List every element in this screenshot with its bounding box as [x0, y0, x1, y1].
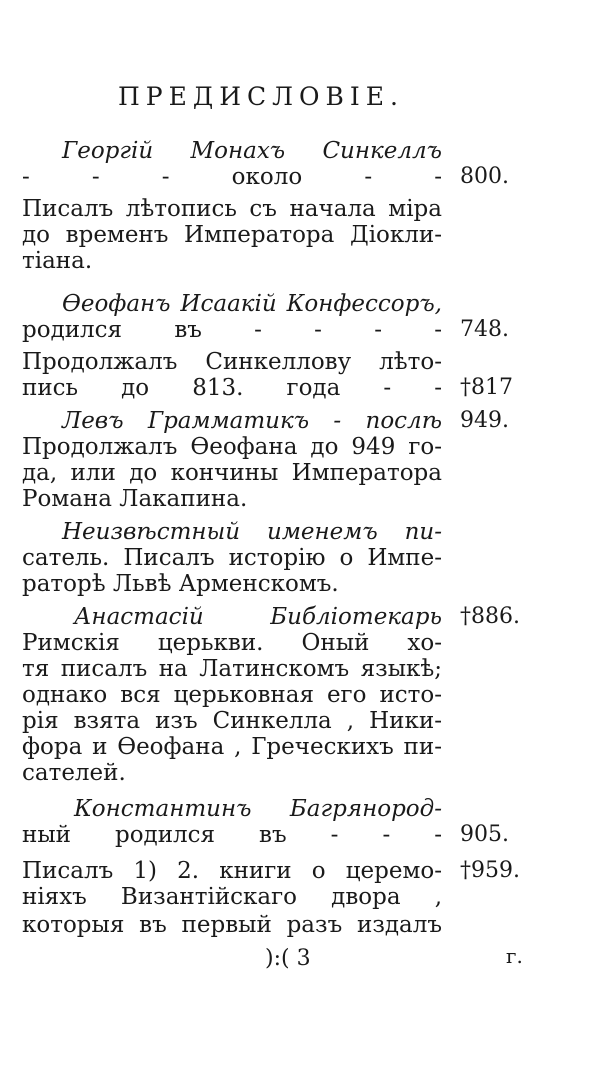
text-line: до временъ Императора Діокли- [22, 222, 442, 248]
catchword: г. [506, 944, 523, 968]
text-line: Писалъ лѣтопись съ начала міра [22, 196, 442, 222]
text-line: Неизвѣстный именемъ пи- [62, 519, 442, 545]
page-title: ПРЕДИСЛОВІЕ. [118, 82, 404, 111]
text-line: родился въ - - - - [22, 317, 442, 343]
text-line: Продолжалъ Синкеллову лѣто- [22, 349, 442, 375]
text-line: сатель. Писалъ исторію о Импе- [22, 545, 442, 571]
text-line: тіана. [22, 248, 93, 274]
text-line: Левъ Грамматикъ - послѣ [62, 408, 442, 434]
text-line: Римскія церькви. Оный хо- [22, 630, 442, 656]
text-line: раторѣ Львѣ Арменскомъ. [22, 571, 339, 597]
text-line: Продолжалъ Ѳеофана до 949 го- [22, 434, 442, 460]
year-entry: †959. [460, 858, 520, 883]
text-line: ніяхъ Византійскаго двора , [22, 884, 442, 910]
year-entry: 949. [460, 408, 509, 433]
year-entry: 905. [460, 822, 509, 847]
signature-mark: ):( 3 [265, 946, 311, 971]
text-line: Георгій Монахъ Синкеллъ [62, 138, 442, 164]
text-line: да, или до кончины Императора [22, 460, 442, 486]
text-line: Анастасій Библіотекарь [74, 604, 442, 630]
text-line: однако вся церьковная его исто- [22, 682, 442, 708]
year-entry: 748. [460, 317, 509, 342]
text-line: тя писалъ на Латинскомъ языкѣ; [22, 656, 442, 682]
text-line: фора и Ѳеофана , Греческихъ пи- [22, 734, 442, 760]
text-line: Писалъ 1) 2. книги о церемо- [22, 858, 442, 884]
year-entry: †817 [460, 375, 513, 400]
text-line: которыя въ первый разъ издалъ [22, 912, 442, 938]
text-line: пись до 813. года - - [22, 375, 442, 401]
text-line: сателей. [22, 760, 126, 786]
year-entry: 800. [460, 164, 509, 189]
text-line: рія взята изъ Синкелла , Ники- [22, 708, 442, 734]
text-line: Константинъ Багрянород- [74, 796, 442, 822]
text-line: ный родился въ - - - [22, 822, 442, 848]
text-line: Ѳеофанъ Исаакій Конфессоръ, [62, 291, 442, 317]
text-line: - - - около - - [22, 164, 442, 190]
text-line: Романа Лакапина. [22, 486, 248, 512]
year-entry: †886. [460, 604, 520, 629]
